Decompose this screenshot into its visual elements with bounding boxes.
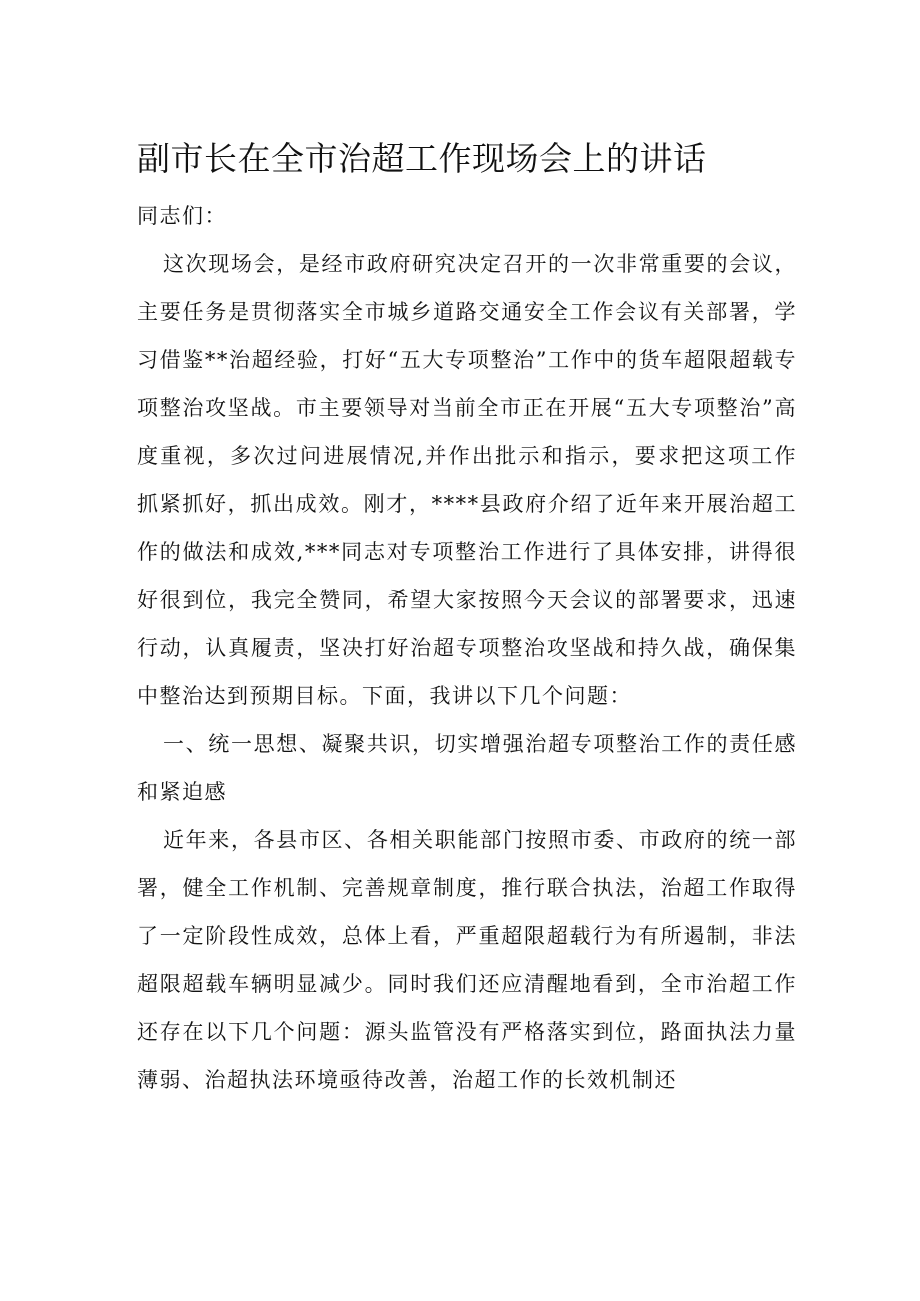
document-title: 副市长在全市治超工作现场会上的讲话 — [137, 139, 707, 178]
document-body — [137, 192, 797, 1104]
section-heading-1: 一、统一思想、凝聚共识，切实增强治超专项整治工作的责任感和紧迫感 — [137, 732, 797, 804]
paragraph-section-1: 近年来，各县市区、各相关职能部门按照市委、市政府的统一部署，健全工作机制、完善规章制度，推行联合执法，治超工作取得了一定阶段性成效，总体上看，严重超限超载行为有所遏制，非法超限超载车辆明显减少。同时我们还应清醒地看到，全市治超工作还存在以下几个问题：源头监管没有严格落实到位，路面执法力量薄弱、治超执法环境亟待改善，治超工作的长效机制还 — [137, 828, 797, 1092]
paragraph-opening: 这次现场会，是经市政府研究决定召开的一次非常重要的会议，主要任务是贯彻落实全市城乡道路交通安全工作会议有关部署，学习借鉴**治超经验，打好“五大专项整治”工作中的货车超限超载专项整治攻坚战。市主要领导对当前全市正在开展“五大专项整治”高度重视，多次过问进展情况,并作出批示和指示，要求把这项工作抓紧抓好，抓出成效。刚才，****县政府介绍了近年来开展治超工作的做法和成效,***同志对专项整治工作进行了具体安排，讲得很好很到位，我完全赞同，希望大家按照今天会议的部署要求，迅速行动，认真履责，坚决打好治超专项整治攻坚战和持久战，确保集中整治达到预期目标。下面，我讲以下几个问题： — [137, 252, 797, 708]
salutation: 同志们： — [137, 204, 227, 228]
